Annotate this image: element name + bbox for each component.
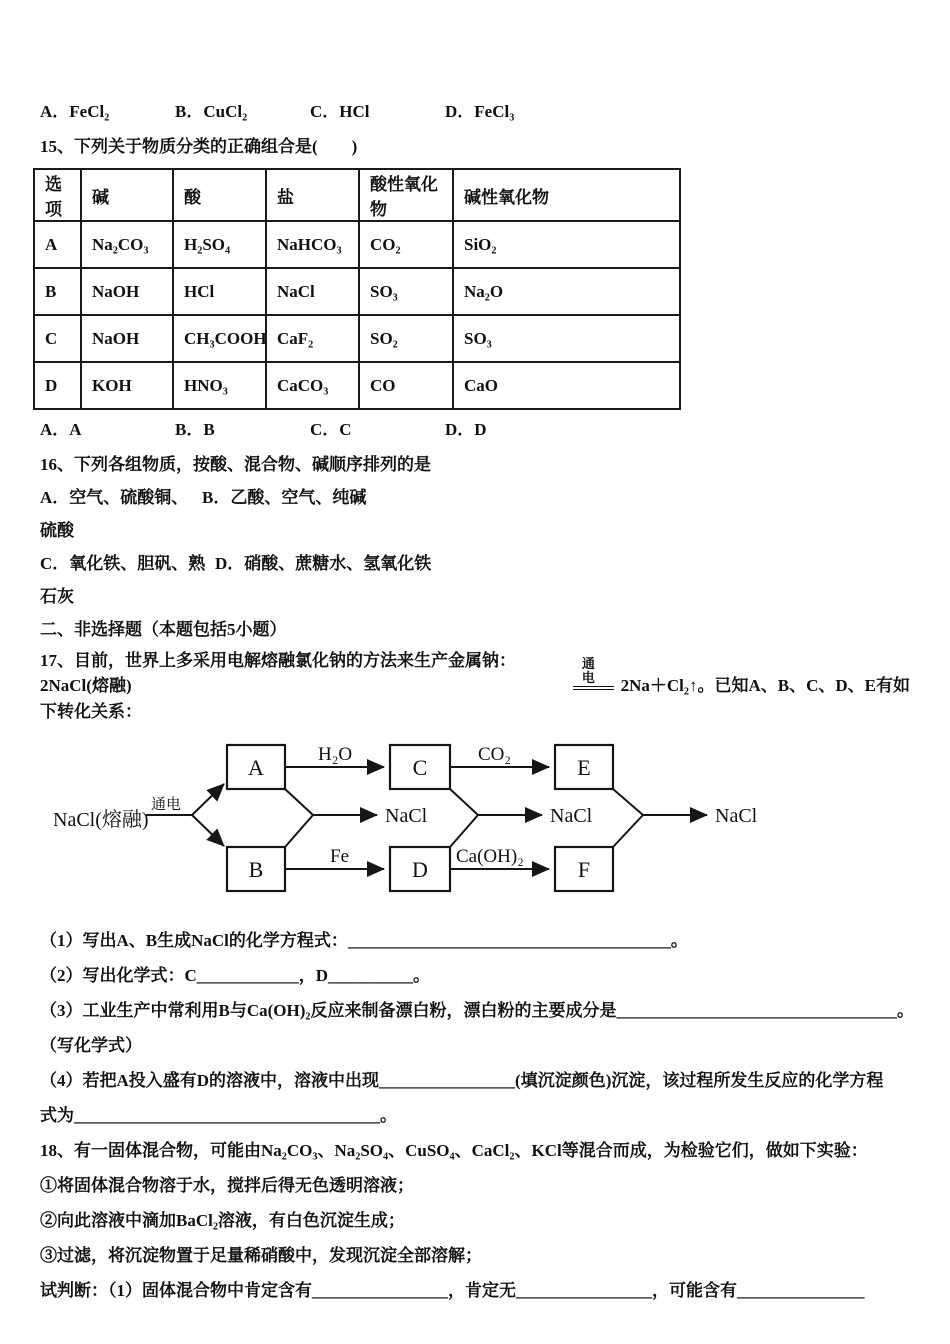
product-nacl-2: NaCl [550,805,593,827]
q17-part1-line: （1）写出A、B生成NaCl的化学方程式：______________________________________。 [40,931,688,950]
table-row [34,362,680,409]
table-header-cell: 选项 [34,169,81,221]
table-cell: CaF₂ [266,315,359,362]
diagram-source-condition-label: 通电 [151,797,182,813]
label-d-to-f: Ca(OH)₂ [456,846,524,867]
table-cell: Na₂O [453,268,680,315]
equation-equals-line [573,689,614,692]
option-b: B．CuCl₂ [175,102,248,121]
table-cell: Na₂CO₃ [81,221,173,268]
table-cell: KOH [81,362,173,409]
table-row [34,268,680,315]
table-row [34,221,680,268]
arrow-source-to-a [192,784,224,815]
q18-intro-line: 18、有一固体混合物，可能由Na₂CO₃、Na₂SO₄、CuSO₄、CaCl₂、KCl等混合而成，为检验它们，做如下实验： [40,1141,868,1160]
option-c: C．氧化铁、胆矾、熟石灰 [40,554,206,606]
table-cell: SO₃ [453,315,680,362]
table-cell: HNO₃ [173,362,266,409]
table-header-cell: 酸性氧化物 [359,169,453,221]
converge-e-line [613,789,643,815]
option-a: A．空气、硫酸铜、硫酸 [40,488,189,540]
option-d: D．D [445,420,487,439]
table-cell: NaHCO₃ [266,221,359,268]
equation-condition-label: 通电 [573,657,614,687]
arrow-source-to-b [192,815,224,846]
table-cell: NaOH [81,315,173,362]
q17-intro-after: 2Na＋Cl₂↑。已知A、B、C、D、E有如 [620,676,910,695]
table-cell: CaCO₃ [266,362,359,409]
option-b: B．乙酸、空气、纯碱 [202,488,367,507]
q17-conversion-diagram [40,731,910,906]
option-b: B．B [175,420,215,439]
table-cell: HCl [173,268,266,315]
diagram-box-b-label: B [248,857,264,882]
q16-prompt: 16、下列各组物质，按酸、混合物、碱顺序排列的是 [40,455,431,474]
converge-a-line [285,789,313,815]
label-a-to-c: H₂O [318,744,353,765]
option-a: A．A [40,420,82,439]
table-header-cell: 碱性氧化物 [453,169,680,221]
option-c: C．C [310,420,352,439]
table-cell: NaOH [81,268,173,315]
diagram-box-a-label: A [248,755,264,780]
product-nacl-1: NaCl [385,805,428,827]
table-cell: C [34,315,81,362]
diagram-box-e-label: E [577,755,591,780]
table-cell: CaO [453,362,680,409]
q15-answer-options-row [40,417,910,443]
table-row [34,315,680,362]
table-cell: CO₂ [359,221,453,268]
q17-part3-line: （3）工业生产中常利用B与Ca(OH)₂反应来制备漂白粉，漂白粉的主要成分是_________________________________。 [40,1001,914,1020]
q17-intro-line [40,646,910,696]
diagram-box-d-label: D [412,857,428,882]
table-cell: SO₃ [359,268,453,315]
table-cell: B [34,268,81,315]
q16-options-row-2 [40,547,910,613]
q15-prompt: 15、下列关于物质分类的正确组合是( ) [40,137,358,156]
label-c-to-e: CO₂ [478,744,512,765]
option-a: A．FeCl₂ [40,102,110,121]
table-cell: SiO₂ [453,221,680,268]
q16-options-row-1 [40,481,910,547]
q17-part2-line: （2）写出化学式：C____________，D__________。 [40,966,431,985]
q18-step3-line: ③过滤，将沉淀物置于足量稀硝酸中，发现沉淀全部溶解； [40,1246,482,1265]
table-cell: SO₂ [359,315,453,362]
option-c: C．HCl [310,102,370,121]
table-header-cell: 酸 [173,169,266,221]
converge-f-line [613,815,643,847]
questions-body [40,923,914,1308]
table-cell: CO [359,362,453,409]
q17-part3-note: （写化学式） [40,1036,142,1055]
converge-b-line [285,815,313,847]
converge-c-line [450,789,478,815]
q18-judge-line: 试判断：（1）固体混合物中肯定含有________________，肯定无________________，可能含有_______________ [40,1281,865,1300]
q17-part4-line2: 式为____________________________________。 [40,1106,397,1125]
section2-heading: 二、非选择题（本题包括5小题） [40,620,287,639]
q17-part4-line1: （4）若把A投入盛有D的溶液中，溶液中出现________________(填沉淀颜色)沉淀，该过程所发生反应的化学方程 [40,1071,884,1090]
q18-step1-line: ①将固体混合物溶于水，搅拌后得无色透明溶液； [40,1176,414,1195]
table-cell: NaCl [266,268,359,315]
diagram-source-label: NaCl(熔融) [53,809,149,831]
table-header-row [34,169,680,221]
table-header-cell: 碱 [81,169,173,221]
q15-classification-table [33,168,681,410]
q17-intro-line2: 下转化关系： [40,702,142,721]
q18-step2-line: ②向此溶液中滴加BaCl₂溶液，有白色沉淀生成； [40,1211,405,1230]
table-cell: CH₃COOH [173,315,266,362]
option-d: D．硝酸、蔗糖水、氢氧化铁 [215,554,432,573]
equation-condition [573,657,614,692]
table-cell: D [34,362,81,409]
diagram-box-c-label: C [412,755,428,780]
table-cell: H₂SO₄ [173,221,266,268]
option-d: D．FeCl₃ [445,102,515,121]
prev-question-options-row [40,100,910,124]
diagram-box-f-label: F [577,857,591,882]
table-header-cell: 盐 [266,169,359,221]
table-cell: A [34,221,81,268]
label-b-to-d: Fe [330,846,349,867]
converge-d-line [450,815,478,847]
product-nacl-3: NaCl [715,805,758,827]
q17-intro-before: 17、目前，世界上多采用电解熔融氯化钠的方法来生产金属钠：2NaCl(熔融) [40,651,516,695]
